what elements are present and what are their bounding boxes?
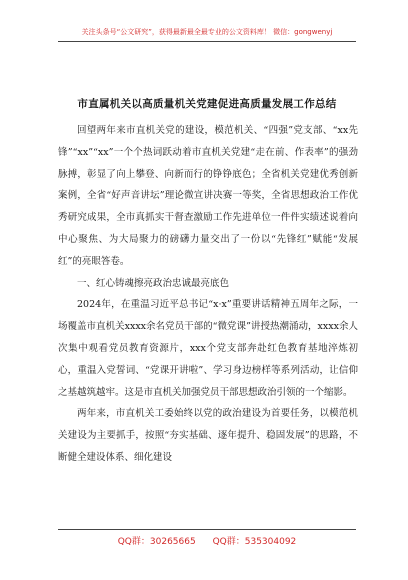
footer-contact — [58, 534, 356, 547]
section-heading-1: 一、红心铸魂擦亮政治忠诚最亮底色 — [77, 277, 230, 289]
footer-divider — [58, 529, 356, 530]
document-title: 市直属机关以高质量机关党建促进高质量发展工作总结 — [77, 98, 337, 110]
document-body — [58, 120, 358, 469]
body-paragraph-two-years: 两年来，市直机关工委始终以党的政治建设为首要任务，以模范机关建设为主要抓手，按照“夯实基础、逐年提升、稳固发展”的思路，不断健全建设体系、细化建设 — [58, 408, 358, 463]
qq-group-secondary: QQ群：535304092 — [212, 537, 297, 547]
body-paragraph-intro: 回望两年来市直机关党的建设，模范机关、“四强”党支部、“xx先锋”“xx”“xx”一个个热词跃动着市直机关党建“走在前、作表率”的强劲脉搏，彰显了向上攀登、向新而行的铮铮底色；全省机关党建优秀创新案例，全省“好声音讲坛”理论微宣讲决赛一等奖，全省思想政治工作优秀研究成果，全市真抓实干督查激励工作先进单位一件件实绩述说着向中心聚焦、为大局聚力的磅礴力量交出了一份以“先锋红”赋能“发展红”的亮眼答卷。 — [58, 125, 358, 267]
header-banner: 关注头条号“公文研究”，获得最新最全最专业的公文资料库！ 微信：gongwenyj — [81, 28, 333, 36]
body-paragraph-2024: 2024年，在重温习近平总书记“x·x”重要讲话精神五周年之际，一场覆盖市直机关xxxx余名党员干部的“微党课”讲授热潮涌动，xxxx余人次集中观看党员教育资源片，xxx个党支部奔赴红色教育基地淬炼初心，重温入党誓词、“党课开讲啦”、学习身边榜样等系列活动，让信仰之基越筑越牢。这是市直机关加强党员干部思想政治引领的一个缩影。 — [58, 299, 358, 398]
qq-group-primary: QQ群：30265665 — [117, 537, 196, 547]
header-divider — [58, 41, 356, 42]
